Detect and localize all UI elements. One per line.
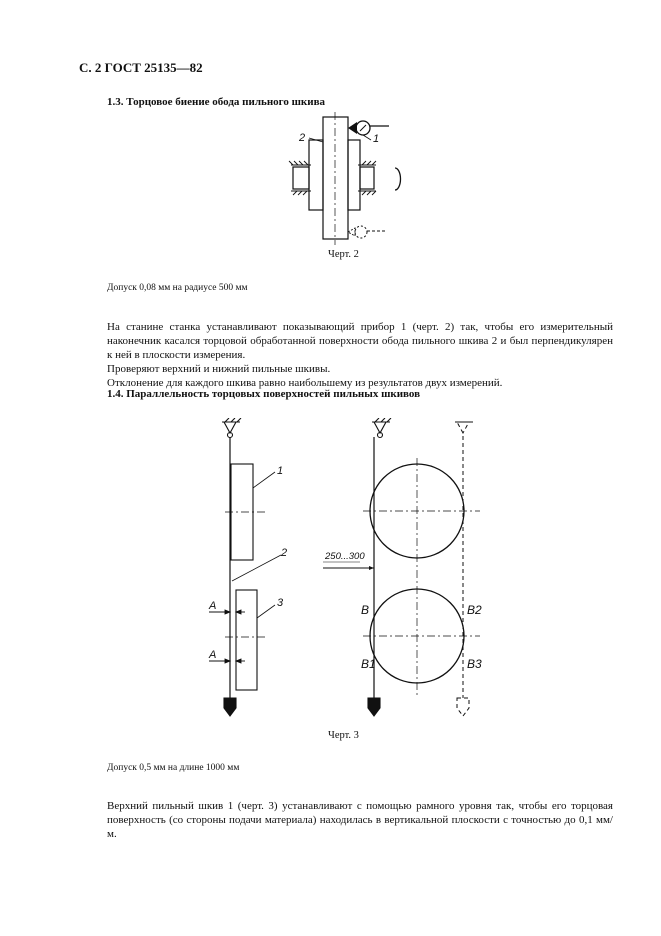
figure-2-drawing [285, 112, 415, 247]
fig3-point-b1: B1 [361, 657, 376, 671]
fig2-label-2: 2 [299, 132, 306, 144]
page-header: С. 2 ГОСТ 25135—82 [79, 60, 203, 75]
paragraph-1-4: Верхний пильный шкив 1 (черт. 3) устанавливают с помощью рамного уровня так, чтобы его торцовая поверхность (со стороны подачи материала) находилась в вертикальной плоскости с точностью до 0,1 мм/м. [107, 800, 613, 840]
section-1-3-title: 1.3. Торцовое биение обода пильного шкива [107, 96, 326, 108]
figure-3-drawing [195, 418, 505, 728]
shaft-right [360, 167, 374, 189]
pulley-hub-right [348, 140, 360, 210]
pulley-hub-left [309, 140, 323, 210]
rotation-arrow-icon [395, 168, 401, 190]
fig3-point-b2: B2 [467, 603, 482, 617]
paragraph-1-3-b: Проверяют верхний и нижний пильные шкивы. [107, 363, 331, 375]
section-1-4-title: 1.4. Параллельность торцовых поверхностей пильных шкивов [107, 388, 421, 400]
dial-indicator-lower-icon [355, 226, 367, 238]
fig3-label-3: 3 [277, 597, 284, 609]
fig3-label-a-lower: A [209, 649, 217, 661]
fig3-point-b3: B3 [467, 657, 482, 671]
paragraph-1-3-c: Отклонение для каждого шкива равно наибольшему из результатов двух измерений. [107, 377, 503, 389]
tolerance-1-4: Допуск 0,5 мм на длине 1000 мм [107, 763, 240, 773]
figure-2-caption: Черт. 2 [328, 249, 359, 260]
fig3-label-a-upper: A [209, 600, 217, 612]
bearing-hatch [289, 161, 376, 195]
fig3-dimension: 250...300 [325, 551, 365, 562]
bottom-weight-right [368, 698, 380, 716]
indicator-lower-tip [348, 228, 355, 236]
bottom-weight-left [224, 698, 236, 716]
figure-3-caption: Черт. 3 [328, 730, 359, 741]
tolerance-1-3: Допуск 0,08 мм на радиусе 500 мм [107, 283, 248, 293]
shaft-left [293, 167, 309, 189]
lower-pulley-side [236, 590, 257, 690]
top-pivot-right [374, 422, 386, 433]
fig3-label-2: 2 [281, 547, 288, 559]
paragraph-1-3-a: На станине станка устанавливают показывающий прибор 1 (черт. 2) так, чтобы его измерительный наконечник касался торцовой обработанной поверхности обода пильного шкива 2 и был перпендикулярен к ней в плоскости измерения. [107, 321, 613, 361]
top-pivot-left [224, 422, 236, 433]
fig2-label-1: 1 [373, 133, 380, 145]
pulley-rim [323, 117, 348, 239]
fig3-label-1: 1 [277, 465, 284, 477]
fig3-point-b: B [361, 603, 370, 617]
